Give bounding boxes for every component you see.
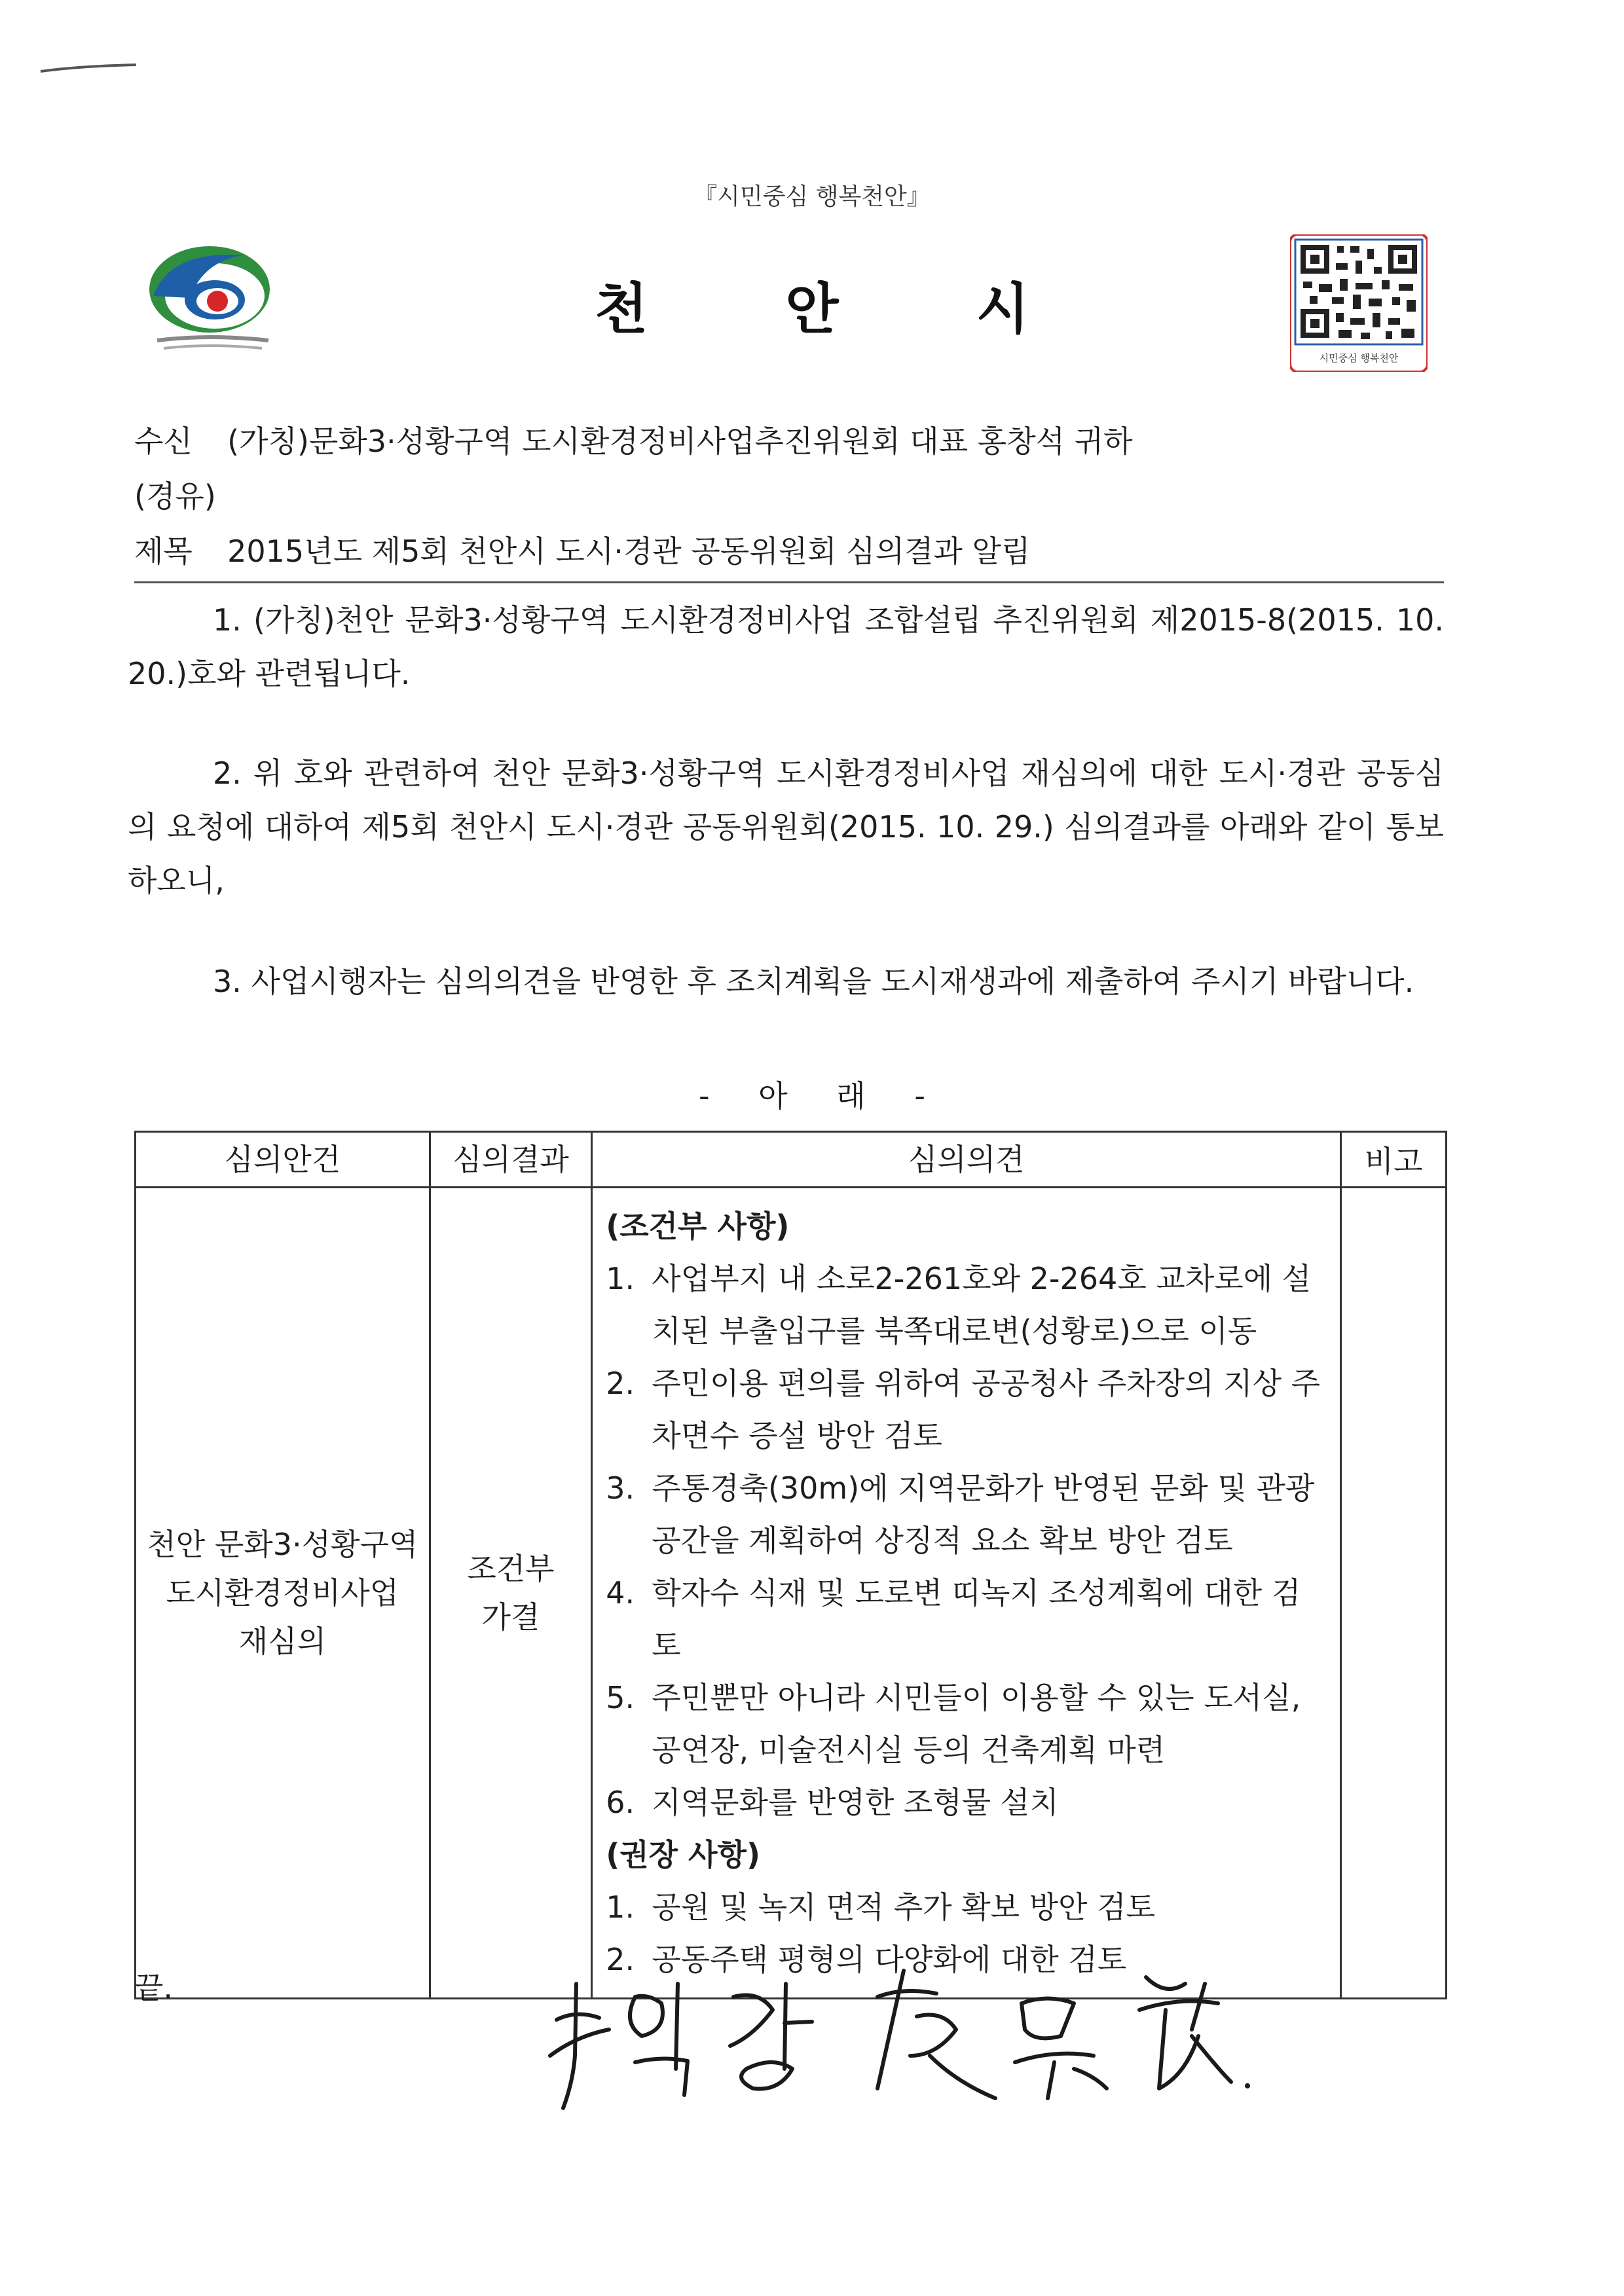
slogan: 『시민중심 행복천안』 [693, 183, 931, 210]
opinion-cell [592, 1188, 1341, 1999]
result-line: 가결 [481, 1599, 540, 1635]
item-text: 공원 및 녹지 면적 추가 확보 방안 검토 [652, 1889, 1156, 1925]
item-text: 공동주택 평형의 다양화에 대한 검토 [652, 1942, 1127, 1977]
paragraph-3 [128, 955, 1444, 1008]
qr-caption: 시민중심 행복천안 [1319, 352, 1399, 364]
item-text: 지역문화를 반영한 조형물 설치 [652, 1785, 1059, 1820]
list-item [606, 1671, 1327, 1776]
list-item [606, 1252, 1327, 1357]
result-line: 조건부 [467, 1551, 555, 1586]
paragraph-1-number: 1. [213, 602, 242, 638]
header-note: 비고 [1341, 1132, 1447, 1188]
item-number: 3. [606, 1470, 635, 1506]
scan-mark [39, 62, 138, 75]
subject-text: 2015년도 제5회 천안시 도시·경관 공동위원회 심의결과 알림 [227, 534, 1031, 569]
item-number: 1. [606, 1261, 635, 1296]
review-table [134, 1131, 1447, 1999]
recipient-label: 수신 [134, 424, 193, 459]
list-item [606, 1567, 1327, 1671]
paragraph-2-number: 2. [213, 756, 242, 791]
list-item [606, 1776, 1327, 1829]
item-text: 주민이용 편의를 위하여 공공청사 주차장의 지상 주차면수 증설 방안 검토 [652, 1366, 1321, 1453]
item-number: 4. [606, 1575, 635, 1611]
paragraph-1 [128, 593, 1444, 701]
paragraph-3-text: 사업시행자는 심의의견을 반영한 후 조치계획을 도시재생과에 제출하여 주시기 바랍니다. [251, 964, 1414, 999]
item-number: 1. [606, 1889, 635, 1925]
header-divider [134, 581, 1444, 583]
header-result: 심의결과 [430, 1132, 591, 1188]
list-item [606, 1357, 1327, 1462]
note-cell [1341, 1188, 1447, 1999]
closing-mark: 끝. [134, 1970, 174, 2005]
item-number: 2. [606, 1366, 635, 1401]
table-header-row [136, 1132, 1447, 1188]
agenda-item-line: 재심의 [238, 1624, 327, 1659]
agenda-item-line: 도시환경정비사업 [166, 1575, 399, 1611]
subject-label: 제목 [134, 534, 193, 569]
agenda-item-cell [136, 1188, 430, 1999]
agenda-item-line: 천안 문화3·성황구역 [147, 1527, 418, 1562]
handwritten-signature [537, 1958, 1270, 2115]
recipient-line [134, 418, 1133, 461]
item-text: 사업부지 내 소로2-261호와 2-264호 교차로에 설치된 부출입구를 북쪽대로변(성황로)으로 이동 [652, 1261, 1312, 1349]
subject-line [134, 528, 1030, 571]
header-opinion: 심의의견 [592, 1132, 1341, 1188]
item-number: 2. [606, 1942, 635, 1977]
paragraph-2 [128, 746, 1444, 907]
item-number: 5. [606, 1680, 635, 1715]
recipient-text: (가칭)문화3·성황구역 도시환경정비사업추진위원회 대표 홍창석 귀하 [227, 424, 1133, 459]
via-line: (경유) [134, 479, 216, 514]
qr-code-icon [1290, 234, 1428, 372]
recommended-heading: (권장 사항) [606, 1837, 761, 1872]
paragraph-1-text: (가칭)천안 문화3·성황구역 도시환경정비사업 조합설립 추진위원회 제2015-8(2015. 10. 20.)호와 관련됩니다. [128, 602, 1444, 691]
header-item: 심의안건 [136, 1132, 430, 1188]
result-cell [430, 1188, 591, 1999]
list-item [606, 1881, 1327, 1933]
list-item [606, 1462, 1327, 1567]
organization-title: 천안시 [595, 277, 1167, 341]
paragraph-3-number: 3. [213, 964, 242, 999]
item-text: 학자수 식재 및 도로변 띠녹지 조성계획에 대한 검토 [652, 1575, 1301, 1663]
annex-title: - 아 래 - [699, 1078, 925, 1114]
table-row [136, 1188, 1447, 1999]
item-text: 주통경축(30m)에 지역문화가 반영된 문화 및 관광공간을 계획하여 상징적 요소 확보 방안 검토 [652, 1470, 1315, 1558]
item-number: 6. [606, 1785, 635, 1820]
item-text: 주민뿐만 아니라 시민들이 이용할 수 있는 도서실, 공연장, 미술전시실 등의 건축계획 마련 [652, 1680, 1301, 1768]
paragraph-2-text: 위 호와 관련하여 천안 문화3·성황구역 도시환경정비사업 재심의에 대한 도시·경관 공동심의 요청에 대하여 제5회 천안시 도시·경관 공동위원회(2015. 10. 29.) 심의결과를 아래와 같이 통보하오니, [128, 756, 1444, 898]
conditional-heading: (조건부 사항) [606, 1209, 790, 1244]
